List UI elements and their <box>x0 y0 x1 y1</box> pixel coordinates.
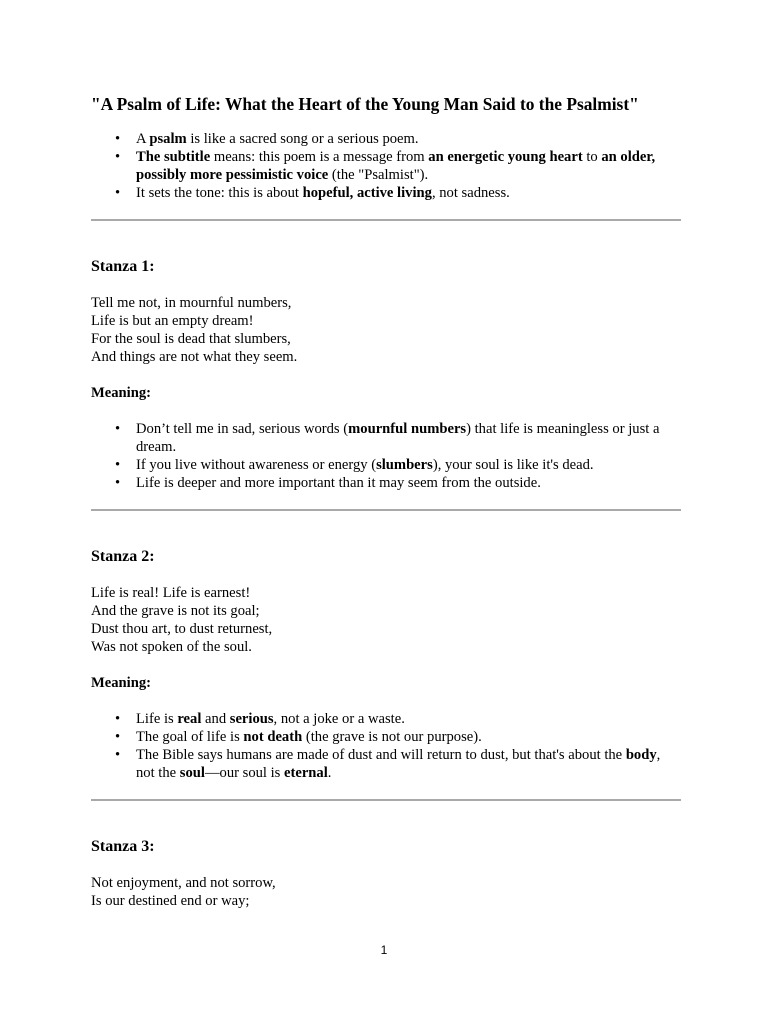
verse-line: Life is real! Life is earnest! <box>91 585 251 601</box>
bold-phrase: The subtitle <box>136 149 211 165</box>
bold-phrase: psalm <box>149 131 187 147</box>
meaning-bullet: • Life is deeper and more important than it may seem from the outside. <box>136 474 681 492</box>
bold-phrase: not death <box>243 729 303 745</box>
intro-list <box>91 130 681 202</box>
verse-block <box>91 294 681 366</box>
stanza-heading: Stanza 3: <box>91 838 155 855</box>
meaning-label: Meaning: <box>91 385 151 401</box>
verse-block <box>91 584 681 656</box>
verse-line: For the soul is dead that slumbers, <box>91 331 291 347</box>
verse-line: Dust thou art, to dust returnest, <box>91 621 273 637</box>
stanza-heading: Stanza 2: <box>91 548 155 565</box>
bold-phrase: mournful numbers <box>348 421 467 437</box>
bold-phrase: serious <box>229 711 274 727</box>
bold-phrase: slumbers <box>376 457 433 473</box>
meaning-label: Meaning: <box>91 675 151 691</box>
bold-phrase: an energetic young heart <box>428 149 583 165</box>
bold-phrase: an older, possibly more pessimistic voice <box>136 149 656 183</box>
document-title: "A Psalm of Life: What the Heart of the Young Man Said to the Psalmist" <box>91 94 639 114</box>
meaning-bullet: • The Bible says humans are made of dust and will return to dust, but that's about the body, not the soul—our soul is eternal. <box>136 746 681 782</box>
meaning-bullet: • Don’t tell me in sad, serious words (mournful numbers) that life is meaningless or just a dream. <box>136 420 681 456</box>
document-page <box>91 92 681 910</box>
meaning-bullet: • Life is real and serious, not a joke or a waste. <box>136 710 681 728</box>
verse-line: Not enjoyment, and not sorrow, <box>91 875 276 891</box>
verse-line: Life is but an empty dream! <box>91 313 254 329</box>
intro-bullet: • A psalm is like a sacred song or a serious poem. <box>136 130 681 148</box>
bold-phrase: soul <box>179 765 205 781</box>
stanza-2-section <box>91 511 681 782</box>
bold-phrase: real <box>177 711 202 727</box>
stanza-1-section <box>91 221 681 492</box>
page-number: 1 <box>380 943 388 957</box>
bold-phrase: body <box>625 747 657 763</box>
verse-line: And the grave is not its goal; <box>91 603 260 619</box>
verse-line: Is our destined end or way; <box>91 893 250 909</box>
verse-block <box>91 874 681 910</box>
verse-line: Was not spoken of the soul. <box>91 639 252 655</box>
stanza-heading: Stanza 1: <box>91 258 155 275</box>
meaning-bullet: • If you live without awareness or energy (slumbers), your soul is like it's dead. <box>136 456 681 474</box>
meaning-list <box>91 710 681 782</box>
stanza-3-section <box>91 801 681 910</box>
verse-line: Tell me not, in mournful numbers, <box>91 295 292 311</box>
bold-phrase: eternal <box>284 765 328 781</box>
intro-bullet: • It sets the tone: this is about hopeful, active living, not sadness. <box>136 184 681 202</box>
meaning-bullet: • The goal of life is not death (the grave is not our purpose). <box>136 728 681 746</box>
bold-phrase: hopeful, active living <box>302 185 432 201</box>
verse-line: And things are not what they seem. <box>91 349 298 365</box>
meaning-list <box>91 420 681 492</box>
intro-bullet: • The subtitle means: this poem is a message from an energetic young heart to an older, possibly more pessimistic voice (the "Psalmist"). <box>136 148 681 184</box>
